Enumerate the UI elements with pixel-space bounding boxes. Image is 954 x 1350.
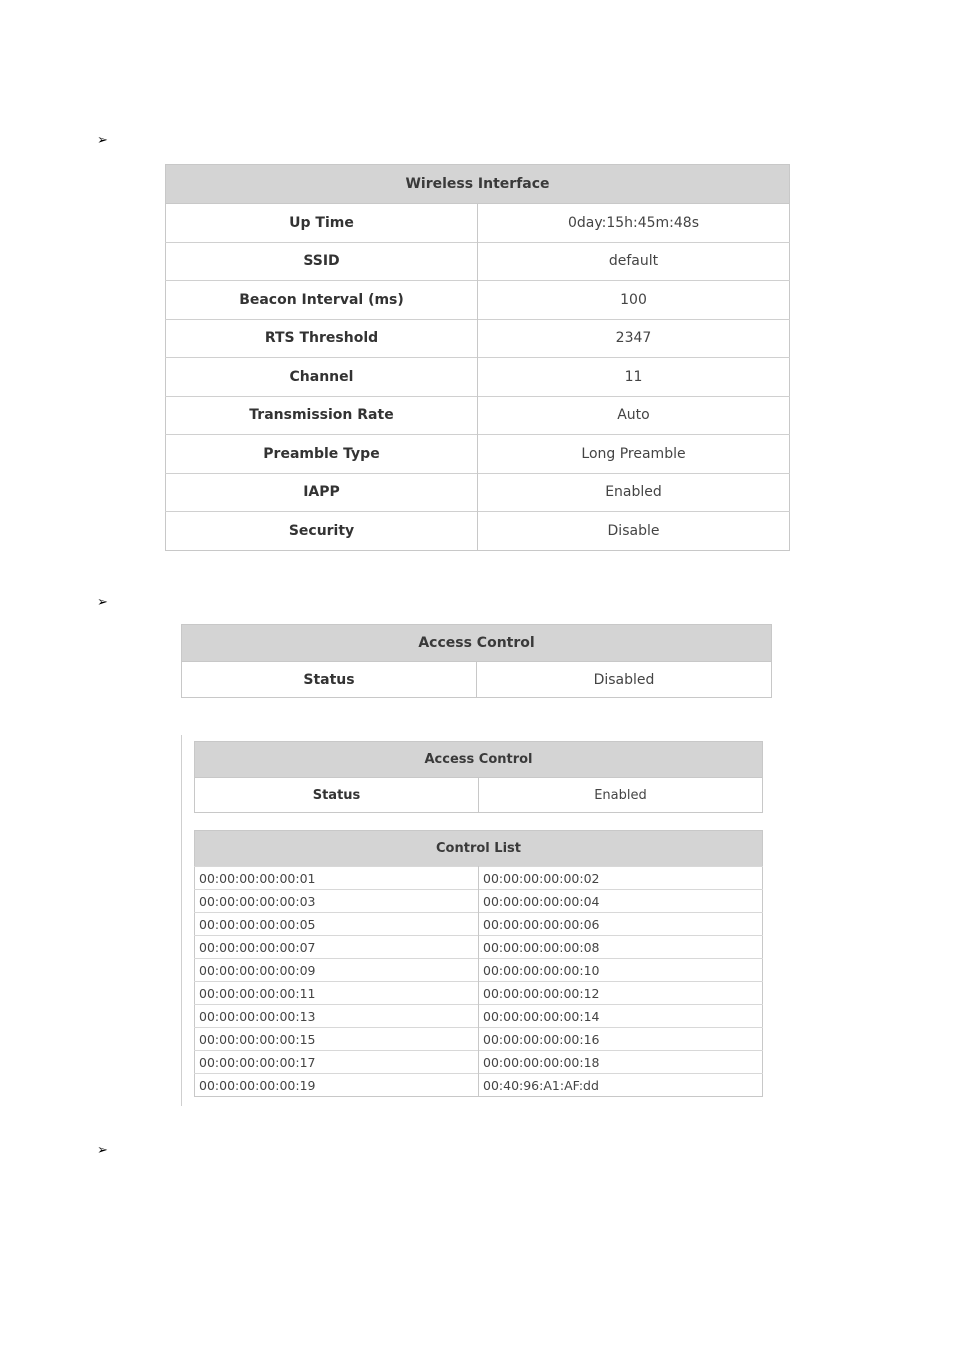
rts-threshold-label: RTS Threshold [166,319,478,358]
wireless-interface-title: Wireless Interface [166,165,790,204]
table-row [195,1051,763,1074]
up-time-value: 0day:15h:45m:48s [478,204,790,243]
mac-address-cell: 00:00:00:00:00:16 [479,1028,763,1051]
transmission-rate-label: Transmission Rate [166,396,478,435]
bullet-arrow-icon: ➢ [97,595,108,610]
transmission-rate-value: Auto [478,396,790,435]
mac-address-cell: 00:00:00:00:00:01 [195,867,479,890]
table-row [195,778,763,813]
mac-address-cell: 00:00:00:00:00:18 [479,1051,763,1074]
mac-address-cell: 00:40:96:A1:AF:dd [479,1074,763,1097]
access-control-disabled-table [181,624,772,698]
table-row [166,242,790,281]
mac-address-cell: 00:00:00:00:00:15 [195,1028,479,1051]
status-label: Status [195,778,479,813]
mac-address-cell: 00:00:00:00:00:04 [479,890,763,913]
mac-address-cell: 00:00:00:00:00:03 [195,890,479,913]
mac-address-cell: 00:00:00:00:00:02 [479,867,763,890]
rts-threshold-value: 2347 [478,319,790,358]
mac-address-cell: 00:00:00:00:00:06 [479,913,763,936]
table-row [195,1074,763,1097]
ssid-value: default [478,242,790,281]
mac-address-cell: 00:00:00:00:00:10 [479,959,763,982]
table-row [166,319,790,358]
iapp-label: IAPP [166,473,478,512]
mac-address-cell: 00:00:00:00:00:11 [195,982,479,1005]
mac-address-cell: 00:00:00:00:00:14 [479,1005,763,1028]
mac-address-cell: 00:00:00:00:00:13 [195,1005,479,1028]
channel-value: 11 [478,358,790,397]
mac-address-cell: 00:00:00:00:00:12 [479,982,763,1005]
channel-label: Channel [166,358,478,397]
security-label: Security [166,512,478,551]
table-row [166,512,790,551]
table-row [166,435,790,474]
table-row [195,913,763,936]
access-control-title: Access Control [195,742,763,778]
status-label: Status [182,662,477,698]
mac-address-cell: 00:00:00:00:00:05 [195,913,479,936]
table-row [166,473,790,512]
control-list-table [194,830,763,1097]
ssid-label: SSID [166,242,478,281]
beacon-interval-value: 100 [478,281,790,320]
table-row [166,281,790,320]
access-control-enabled-table [194,741,763,813]
table-row [166,396,790,435]
table-row [195,867,763,890]
beacon-interval-label: Beacon Interval (ms) [166,281,478,320]
status-value: Enabled [479,778,763,813]
table-row [195,1005,763,1028]
table-row [195,890,763,913]
table-row [182,662,772,698]
table-row [166,204,790,243]
iapp-value: Enabled [478,473,790,512]
preamble-type-label: Preamble Type [166,435,478,474]
control-list-title: Control List [195,831,763,867]
bullet-arrow-icon: ➢ [97,133,108,148]
table-row [195,959,763,982]
table-row [195,1028,763,1051]
mac-address-cell: 00:00:00:00:00:07 [195,936,479,959]
bullet-arrow-icon: ➢ [97,1143,108,1158]
access-control-title: Access Control [182,625,772,662]
status-value: Disabled [477,662,772,698]
mac-address-cell: 00:00:00:00:00:19 [195,1074,479,1097]
security-value: Disable [478,512,790,551]
preamble-type-value: Long Preamble [478,435,790,474]
mac-address-cell: 00:00:00:00:00:17 [195,1051,479,1074]
up-time-label: Up Time [166,204,478,243]
mac-address-cell: 00:00:00:00:00:08 [479,936,763,959]
wireless-interface-table [165,164,790,551]
mac-address-cell: 00:00:00:00:00:09 [195,959,479,982]
table-row [166,358,790,397]
table-row [195,982,763,1005]
table-row [195,936,763,959]
panel-divider [181,735,182,1106]
